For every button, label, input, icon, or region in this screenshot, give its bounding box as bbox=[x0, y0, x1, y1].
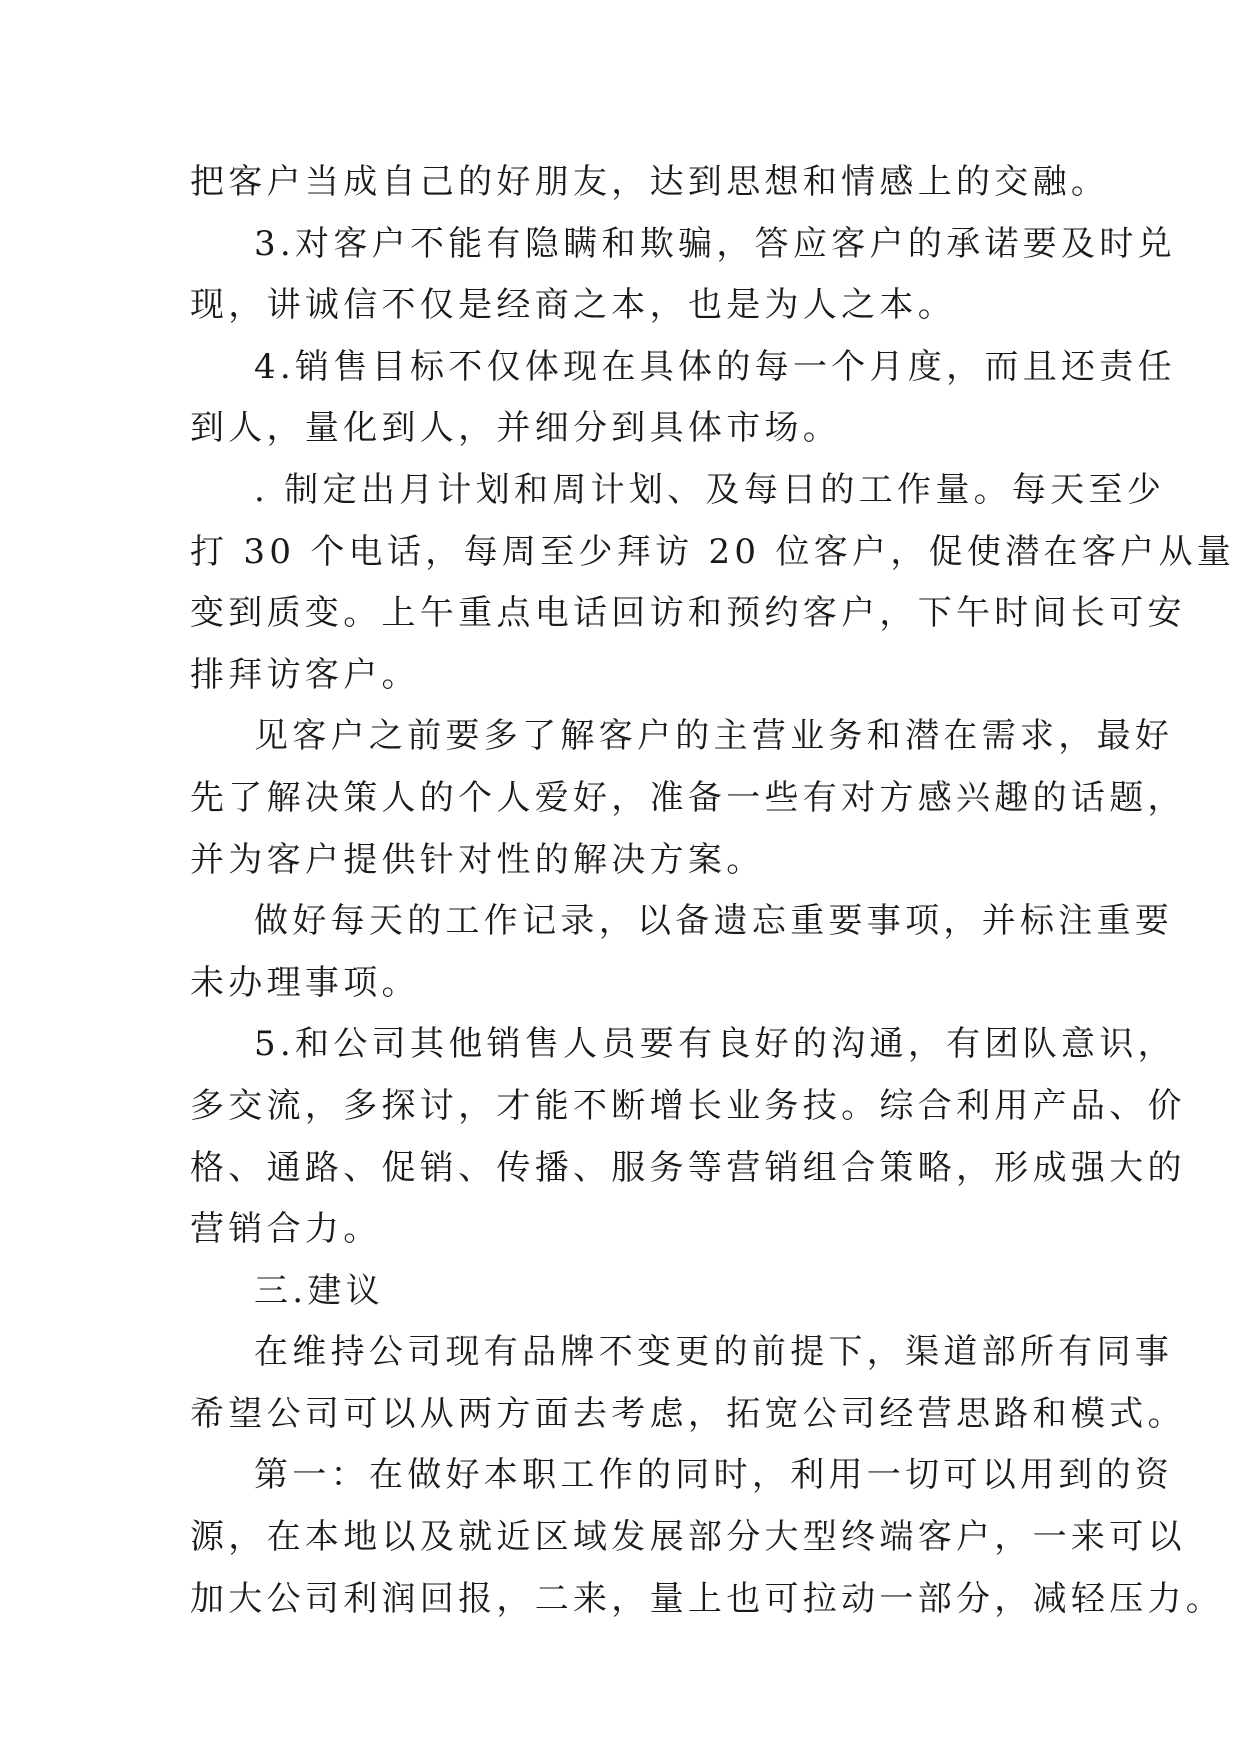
text-line: 先了解决策人的个人爱好，准备一些有对方感兴趣的话题， bbox=[190, 777, 1186, 818]
text-line: 现，讲诚信不仅是经商之本，也是为人之本。 bbox=[190, 285, 956, 326]
text-line: 做好每天的工作记录，以备遗忘重要事项，并标注重要 bbox=[254, 901, 1174, 942]
text-line: 打 30 个电话，每周至少拜访 20 位客户，促使潜在客户从量 bbox=[190, 531, 1236, 572]
text-line: 4.销售目标不仅体现在具体的每一个月度，而且还责任 bbox=[254, 346, 1176, 387]
text-line: 第一：在做好本职工作的同时，利用一切可以用到的资 bbox=[254, 1455, 1174, 1496]
section-heading: 三.建议 bbox=[254, 1270, 385, 1311]
text-line: 5.和公司其他销售人员要有良好的沟通，有团队意识， bbox=[254, 1024, 1176, 1065]
text-line: 营销合力。 bbox=[190, 1209, 382, 1250]
text-line: 见客户之前要多了解客户的主营业务和潜在需求，最好 bbox=[254, 716, 1174, 757]
text-line: 把客户当成自己的好朋友，达到思想和情感上的交融。 bbox=[190, 162, 1110, 202]
text-line: 在维持公司现有品牌不变更的前提下，渠道部所有同事 bbox=[254, 1332, 1174, 1373]
text-line: 加大公司利润回报，二来，量上也可拉动一部分，减轻压力。 bbox=[190, 1578, 1225, 1619]
text-line: 到人，量化到人，并细分到具体市场。 bbox=[190, 408, 842, 449]
text-line: 多交流，多探讨，才能不断增长业务技。综合利用产品、价 bbox=[190, 1085, 1186, 1126]
text-line: 排拜访客户。 bbox=[190, 654, 420, 695]
text-line: . 制定出月计划和周计划、及每日的工作量。每天至少 bbox=[254, 469, 1166, 510]
text-line: 并为客户提供针对性的解决方案。 bbox=[190, 839, 765, 880]
text-line: 未办理事项。 bbox=[190, 962, 420, 1003]
text-line: 格、通路、促销、传播、服务等营销组合策略，形成强大的 bbox=[190, 1147, 1186, 1188]
text-line: 变到质变。上午重点电话回访和预约客户，下午时间长可安 bbox=[190, 593, 1186, 634]
text-line: 3.对客户不能有隐瞒和欺骗，答应客户的承诺要及时兑 bbox=[254, 223, 1176, 264]
text-line: 源，在本地以及就近区域发展部分大型终端客户，一来可以 bbox=[190, 1517, 1186, 1558]
body-text bbox=[190, 152, 1236, 1630]
text-line: 希望公司可以从两方面去考虑，拓宽公司经营思路和模式。 bbox=[190, 1393, 1186, 1434]
